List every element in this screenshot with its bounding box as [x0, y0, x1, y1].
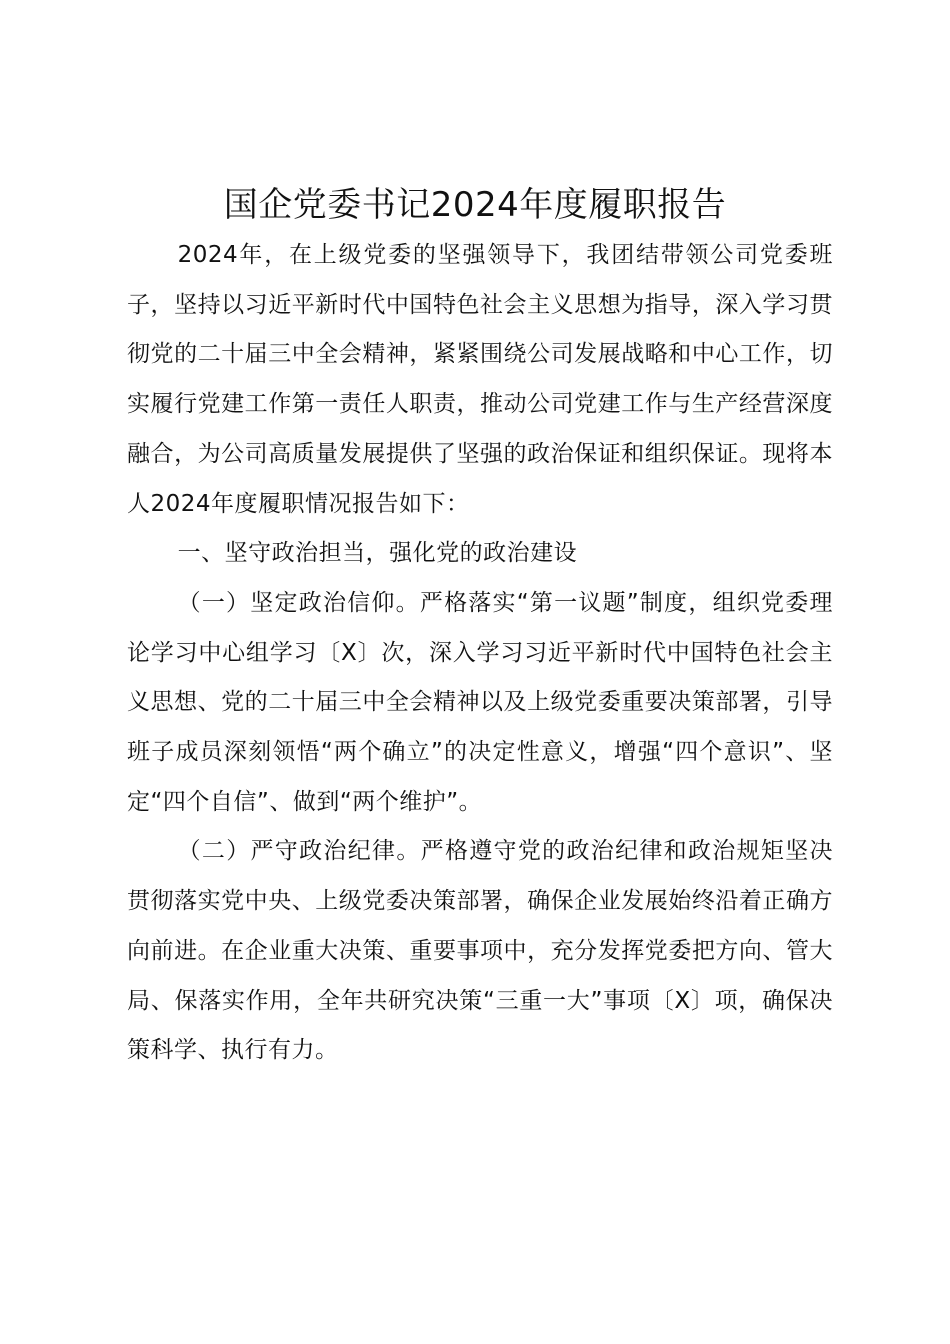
section-heading-1: 一、坚守政治担当，强化党的政治建设	[177, 540, 578, 567]
subsection-paragraph-2: （二）严守政治纪律。严格遵守党的政治纪律和政治规矩坚决贯彻落实党中央、上级党委决策部署，确保企业发展始终沿着正确方向前进。在企业重大决策、重要事项中，充分发挥党委把方向、管大局、保落实作用，全年共研究决策“三重一大”事项〔X〕项，确保决策科学、执行有力。	[127, 838, 833, 1064]
subsection-paragraph-1: （一）坚定政治信仰。严格落实“第一议题”制度，组织党委理论学习中心组学习〔X〕次，深入学习习近平新时代中国特色社会主义思想、党的二十届三中全会精神以及上级党委重要决策部署，引导班子成员深刻领悟“两个确立”的决定性意义，增强“四个意识”、坚定“四个自信”、做到“两个维护”。	[127, 589, 833, 815]
document-title: 国企党委书记2024年度履职报告	[223, 185, 727, 225]
intro-paragraph: 2024年，在上级党委的坚强领导下，我团结带领公司党委班子，坚持以习近平新时代中国特色社会主义思想为指导，深入学习贯彻党的二十届三中全会精神，紧紧围绕公司发展战略和中心工作，切实履行党建工作第一责任人职责，推动公司党建工作与生产经营深度融合，为公司高质量发展提供了坚强的政治保证和组织保证。现将本人2024年度履职情况报告如下：	[127, 242, 833, 517]
document-body	[127, 231, 833, 1076]
